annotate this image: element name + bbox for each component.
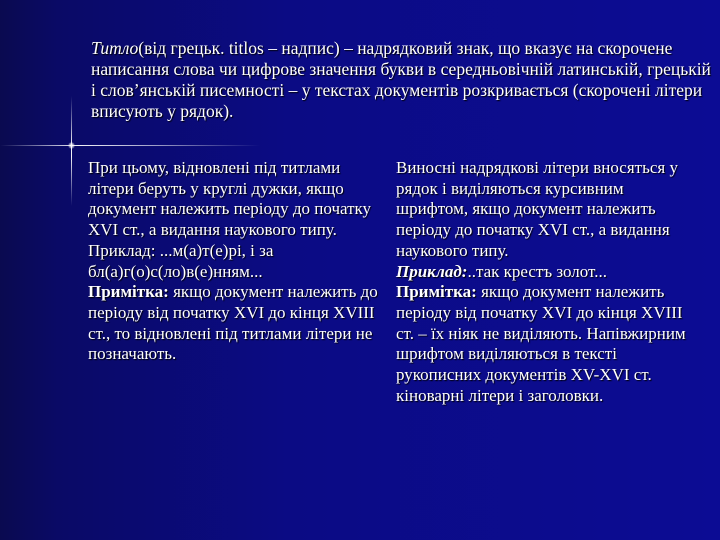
sparkle-icon — [68, 142, 75, 149]
left-paragraph: При цьому, відновлені під титлами літери беруть у круглі дужки, якщо документ належить періоду до початку XVI ст., а видання наукового типу. — [88, 158, 372, 240]
right-note — [396, 282, 696, 406]
intro-term: Титло — [91, 38, 139, 58]
left-example: Приклад: ...м(а)т(е)рі, і за бл(а)г(о)с(ло)в(е)нням... — [88, 240, 274, 281]
intro-paragraph — [91, 38, 711, 122]
left-column — [88, 158, 388, 365]
right-note-text: якщо документ належить періоду від початку XVI до кінця XVIII ст. – їх ніяк не виділяють. Напівжирним шрифтом виділяються в тексті рукописних документів XV-XVI ст. кіноварні літери і заголовки. — [396, 282, 686, 405]
left-note-text: якщо документ належить до періоду від початку XVI до кінця XVIII ст., то відновлені під титлами літери не позначають. — [88, 282, 378, 364]
right-note-label: Примітка: — [396, 282, 477, 302]
sparkle-vertical-line — [71, 96, 72, 206]
sparkle-horizontal-line — [0, 145, 260, 146]
left-note-label: Примітка: — [88, 282, 169, 302]
right-example-label: Приклад: — [396, 261, 468, 281]
right-example-text: ..так крестъ золот... — [467, 261, 607, 281]
right-example — [396, 262, 696, 283]
left-note — [88, 282, 388, 365]
intro-definition: (від грецьк. titlos – надпис) – надрядковий знак, що вказує на скорочене написання слова чи цифрове значення букви в середньовічній латинській, грецькій і слов’янській писемності – у текстах документів розкривається (скорочені літери вписують у рядок). — [91, 38, 711, 121]
right-paragraph: Виносні надрядкові літери вносяться у рядок і виділяються курсивним шрифтом, якщо документ належить періоду до початку XVI ст., а видання наукового типу. — [396, 158, 678, 260]
right-column — [396, 158, 696, 406]
